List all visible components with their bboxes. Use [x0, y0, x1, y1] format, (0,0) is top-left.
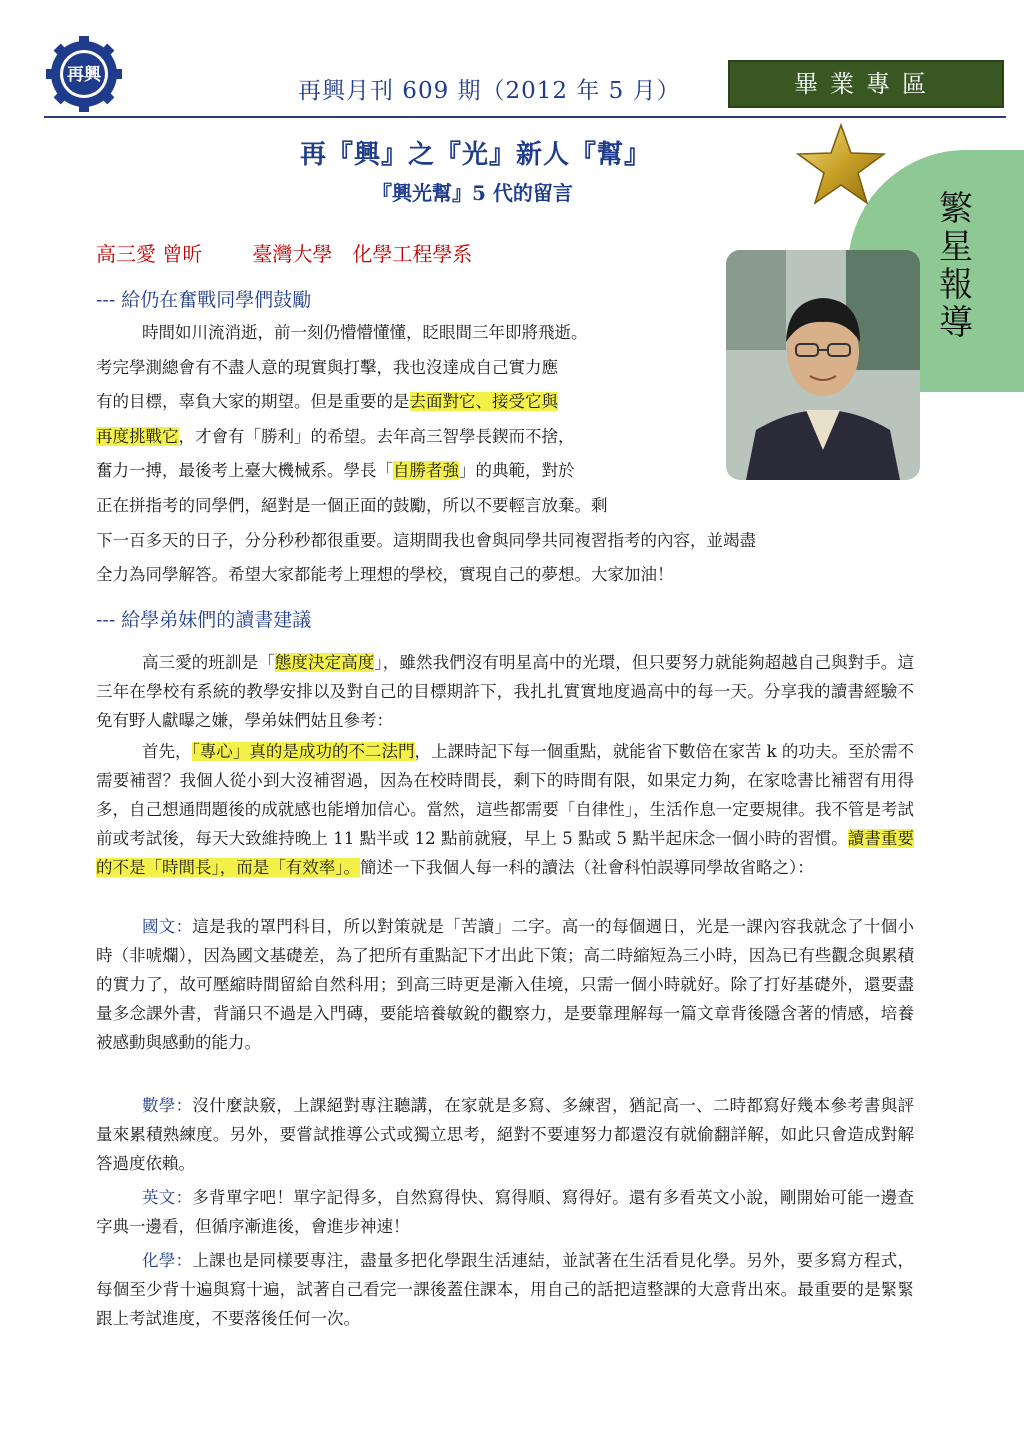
highlight: 讀書重要的不是「時間長」，而是「有效率」。: [96, 829, 914, 877]
author-line: [96, 238, 472, 267]
section1-line: 全力為同學解答。希望大家都能考上理想的學校，實現自己的夢想。大家加油！: [96, 565, 674, 585]
section1-line: 再度挑戰它，才會有「勝利」的希望。去年高三智學長鍥而不捨，: [96, 426, 575, 446]
article-subtitle: 『興光幫』5 代的留言: [372, 181, 573, 205]
article-title: 再『興』之『光』新人『幫』: [300, 140, 652, 170]
section1-line: 正在拼指考的同學們，絕對是一個正面的鼓勵，所以不要輕言放棄。剩: [96, 496, 608, 515]
section1-line: 奮力一搏，最後考上臺大機械系。學長「自勝者強」的典範，對於: [96, 461, 575, 481]
paragraph-math: 數學：沒什麼訣竅，上課絕對專注聽講，在家就是多寫、多練習，猶記高一、二時都寫好幾本參考書與評量來累積熟練度。另外，要嘗試推導公式或獨立思考，絕對不要連努力都還沒有就偷翻詳解，如此只會造成對解答過度依賴。: [96, 1096, 915, 1173]
section2-heading: --- 給學弟妹們的讀書建議: [96, 609, 312, 631]
header-divider: [44, 116, 1006, 118]
section1-heading: --- 給仍在奮戰同學們鼓勵: [96, 289, 312, 311]
author-school: 臺灣大學 化學工程學系: [252, 242, 473, 266]
paragraph-motto: 高三愛的班訓是「態度決定高度」，雖然我們沒有明星高中的光環，但只要努力就能夠超越自己與對手。這三年在學校有系統的教學安排以及對自己的目標期許下，我扎扎實實地度過高中的每一天。分享我的讀書經驗不免有野人獻曝之嫌，學弟妹們姑且參考：: [96, 653, 915, 730]
section1-line: 時間如川流消逝，前一刻仍懵懵懂懂，眨眼間三年即將飛逝。: [142, 323, 588, 342]
section1-body: [96, 316, 696, 489]
section1-line: 考完學測總會有不盡人意的現實與打擊，我也沒達成自己實力應: [96, 357, 558, 377]
highlight: 去面對它、接受它與: [409, 392, 558, 412]
issue-label: 再興月刊 609 期（2012 年 5 月）: [298, 78, 681, 104]
logo-text: 再興: [67, 65, 101, 85]
highlight: 態度決定高度: [274, 653, 375, 672]
subject-label: 英文：: [142, 1188, 193, 1207]
paragraph-chinese: 國文：這是我的罩門科目，所以對策就是「苦讀」二字。高一的每個週日，光是一課內容我就念了十個小時（非唬爛），因為國文基礎差，為了把所有重點記下才出此下策；高二時縮短為三小時，因為已有些觀念與累積的實力了，故可壓縮時間留給自然科用；到高三時更是漸入佳境，只需一個小時就好。除了打好基礎外，還要盡量多念課外書，背誦只不過是入門磚，要能培養敏銳的觀察力，是要靠理解每一篇文章背後隱含著的情感，培養被感動與感動的能力。: [96, 917, 915, 1052]
school-logo: [46, 36, 122, 112]
highlight: 自勝者強: [393, 461, 459, 481]
side-label: 繁星報導: [939, 189, 973, 343]
student-photo: [726, 250, 920, 480]
author-name: 高三愛 曾昕: [96, 242, 203, 266]
paragraph-english: 英文：多背單字吧！單字記得多，自然寫得快、寫得順、寫得好。還有多看英文小說，剛開始可能一邊查字典一邊看，但循序漸進後，會進步神速！: [96, 1188, 915, 1236]
paragraph-focus: 首先，「專心」真的是成功的不二法門，上課時記下每一個重點，就能省下數倍在家苦 k 的功夫。至於需不需要補習？我個人從小到大沒補習過，因為在校時間長，剩下的時間有限，如果定力夠，在家唸書比補習有用得多，自己想通問題後的成就感也能增加信心。當然，這些都需要「自律性」，生活作息一定要規律。我不管是考試前或考試後，每天大致維持晚上 11 點半或 12 點前就寢，早上 5 點或 5 點半起床念一個小時的習慣。讀書重要的不是「時間長」，而是「有效率」。簡述一下我個人每一科的讀法（社會科怕誤導同學故省略之）：: [96, 742, 915, 877]
section-banner: 畢業專區: [728, 60, 1004, 108]
subject-label: 國文：: [142, 917, 193, 936]
highlight: 「專心」真的是成功的不二法門: [191, 742, 415, 761]
paragraph-chemistry: 化學：上課也是同樣要專注，盡量多把化學跟生活連結，並試著在生活看見化學。另外，要多寫方程式，每個至少背十遍與寫十遍，試著自己看完一課後蓋住課本，用自己的話把這整課的大意背出來。最重要的是緊緊跟上考試進度，不要落後任何一次。: [96, 1251, 915, 1328]
star-icon: [794, 123, 888, 205]
portrait-image: [726, 250, 920, 480]
highlight: 再度挑戰它: [96, 426, 179, 446]
subject-label: 數學：: [142, 1096, 193, 1115]
section1-line: 下一百多天的日子，分分秒秒都很重要。這期間我也會與同學共同複習指考的內容，並竭盡: [96, 530, 756, 550]
section1-line: 有的目標，辜負大家的期望。但是重要的是去面對它、接受它與: [96, 392, 558, 412]
section1-body-wide: [96, 489, 916, 593]
subject-label: 化學：: [142, 1251, 193, 1270]
